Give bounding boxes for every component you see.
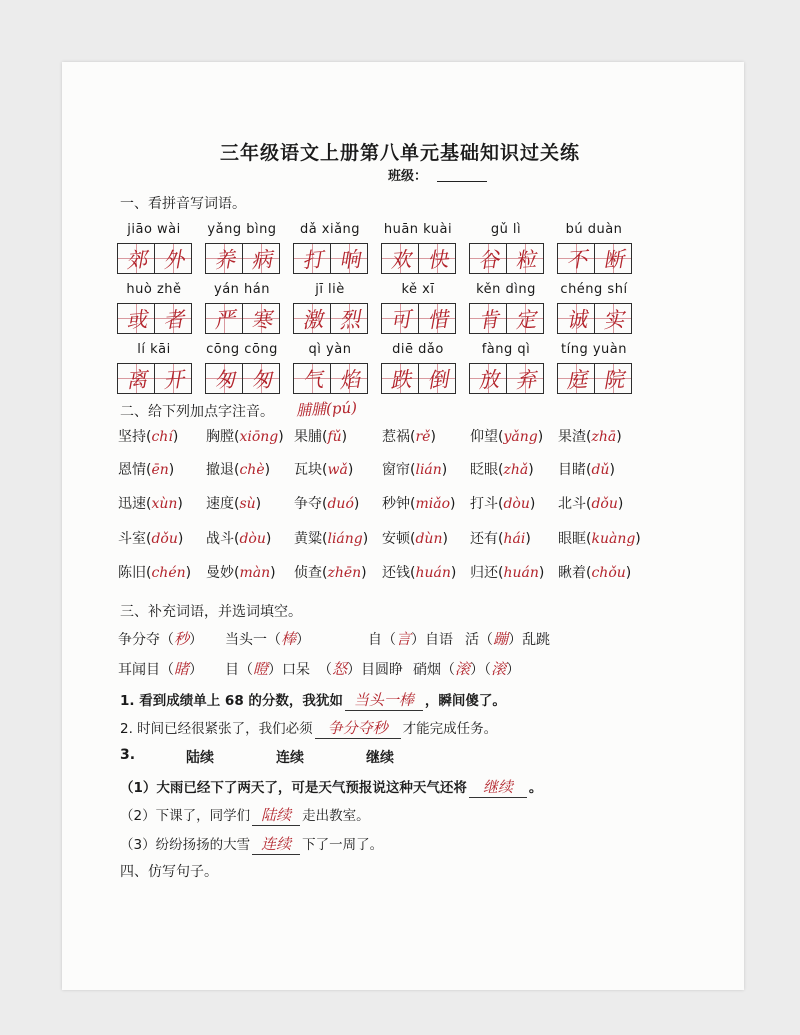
answer-blank: 连续	[252, 833, 300, 855]
tianzige-box	[418, 303, 456, 334]
zhuyin-item: 坚持(chí)	[118, 429, 179, 445]
zhuyin-word: 曼妙	[206, 565, 234, 581]
tianzige-box	[293, 363, 331, 394]
option-word: 继续	[366, 750, 394, 766]
handwritten-char: 打	[300, 246, 324, 273]
answer-blank: 当头一棒	[345, 689, 423, 711]
pinyin-word	[552, 222, 636, 274]
handwritten-answer: dòu	[239, 531, 266, 547]
section3-heading: 三、补充词语，并选词填空。	[120, 604, 302, 620]
zhuyin-item: 秒钟(miǎo)	[382, 496, 456, 512]
handwritten-answer: huán	[503, 565, 539, 581]
zhuyin-word: 秒钟	[382, 496, 410, 512]
handwritten-answer: 怒	[332, 660, 348, 678]
handwritten-char: 诚	[564, 306, 588, 333]
sentence-1: （1）大雨已经下了两天了，可是天气预报说这种天气还将 继续 。	[120, 778, 543, 796]
handwritten-char: 响	[337, 246, 361, 273]
pinyin-text: jiāo wài	[127, 222, 181, 237]
handwritten-answer: zhā	[591, 429, 617, 445]
handwritten-answer: kuàng	[591, 531, 636, 547]
zhuyin-item: 打斗(dòu)	[470, 496, 536, 512]
handwritten-answer: hái	[503, 531, 526, 547]
zhuyin-word: 撤退	[206, 462, 234, 478]
handwritten-char: 倒	[425, 366, 449, 393]
handwritten-char: 惜	[425, 306, 449, 333]
handwritten-answer: fǔ	[327, 429, 342, 445]
tianzige-box	[330, 303, 368, 334]
zhuyin-word: 果渣	[558, 429, 586, 445]
pinyin-word	[552, 342, 636, 394]
zhuyin-item: 瓦块(wǎ)	[294, 462, 354, 478]
tianzige-box	[557, 243, 595, 274]
zhuyin-word: 目睹	[558, 462, 586, 478]
zhuyin-item: 迅速(xùn)	[118, 496, 183, 512]
handwritten-answer: dǒu	[591, 496, 618, 512]
handwritten-char: 院	[601, 366, 625, 393]
pinyin-word	[200, 222, 284, 274]
handwritten-answer: zhēn	[327, 565, 362, 581]
pinyin-word	[376, 342, 460, 394]
zhuyin-word: 打斗	[470, 496, 498, 512]
pinyin-text: diē dǎo	[392, 342, 444, 357]
zhuyin-item: 恩情(ēn)	[118, 462, 175, 478]
zhuyin-word: 恩情	[118, 462, 146, 478]
tianzige-box	[242, 243, 280, 274]
handwritten-char: 匆	[212, 366, 236, 393]
zhuyin-item: 还有(hái)	[470, 531, 531, 547]
zhuyin-word: 眼眶	[558, 531, 586, 547]
pinyin-text: gǔ lì	[490, 222, 522, 237]
sentence-2: （2）下课了，同学们 陆续 走出教室。	[120, 806, 370, 824]
handwritten-answer: yǎng	[503, 429, 538, 445]
handwritten-char: 病	[249, 246, 273, 273]
tianzige-box	[117, 303, 155, 334]
pinyin-word	[376, 222, 460, 274]
handwritten-char: 或	[124, 306, 148, 333]
tianzige-boxes	[552, 243, 636, 274]
zhuyin-word: 果脯	[294, 429, 322, 445]
tianzige-box	[418, 243, 456, 274]
pinyin-text: cōng cōng	[206, 342, 278, 357]
zhuyin-item: 果脯(fǔ)	[294, 429, 348, 445]
handwritten-answer: xùn	[151, 496, 178, 512]
zhuyin-item: 曼妙(màn)	[206, 565, 276, 581]
handwritten-answer: chén	[151, 565, 186, 581]
zhuyin-row	[118, 459, 646, 479]
handwritten-char: 气	[300, 366, 324, 393]
handwritten-char: 弃	[513, 366, 537, 393]
handwritten-note: 脯脯(pú)	[295, 398, 358, 420]
tianzige-boxes	[288, 363, 372, 394]
section4-heading: 四、仿写句子。	[120, 864, 218, 880]
class-label: 班级：	[388, 169, 428, 184]
tianzige-box	[205, 363, 243, 394]
zhuyin-item: 北斗(dǒu)	[558, 496, 624, 512]
zhuyin-item: 窗帘(lián)	[382, 462, 448, 478]
tianzige-box	[418, 363, 456, 394]
tianzige-box	[293, 243, 331, 274]
zhuyin-item: 撤退(chè)	[206, 462, 271, 478]
zhuyin-word: 胸膛	[206, 429, 234, 445]
pinyin-word	[288, 282, 372, 334]
tianzige-box	[469, 363, 507, 394]
class-field	[388, 165, 487, 184]
zhuyin-item: 果渣(zhā)	[558, 429, 622, 445]
pinyin-word	[200, 342, 284, 394]
handwritten-answer: huán	[415, 565, 451, 581]
tianzige-box	[594, 363, 632, 394]
tianzige-box	[205, 303, 243, 334]
tianzige-box	[381, 363, 419, 394]
zhuyin-row	[118, 562, 646, 582]
zhuyin-row	[118, 426, 646, 446]
handwritten-char: 庭	[564, 366, 588, 393]
handwritten-char: 放	[476, 366, 500, 393]
handwritten-answer: sù	[239, 496, 256, 512]
tianzige-boxes	[200, 303, 284, 334]
handwritten-char: 定	[513, 306, 537, 333]
tianzige-box	[506, 303, 544, 334]
handwritten-answer: 瞪	[253, 660, 269, 678]
tianzige-box	[154, 363, 192, 394]
zhuyin-word: 侦查	[294, 565, 322, 581]
zhuyin-row	[118, 493, 646, 513]
zhuyin-item: 瞅着(chǒu)	[558, 565, 632, 581]
handwritten-char: 焰	[337, 366, 361, 393]
zhuyin-word: 还钱	[382, 565, 410, 581]
pinyin-text: chéng shí	[560, 282, 628, 297]
handwritten-char: 严	[212, 306, 236, 333]
tianzige-box	[594, 303, 632, 334]
pinyin-word	[552, 282, 636, 334]
zhuyin-word: 战斗	[206, 531, 234, 547]
zhuyin-word: 还有	[470, 531, 498, 547]
tianzige-box	[557, 363, 595, 394]
zhuyin-item: 侦查(zhēn)	[294, 565, 367, 581]
question-2: 2. 时间已经很紧张了，我们必须 争分夺秒 才能完成任务。	[120, 719, 498, 737]
class-blank	[437, 181, 487, 182]
handwritten-answer: rě	[415, 429, 431, 445]
zhuyin-word: 速度	[206, 496, 234, 512]
pinyin-text: yán hán	[214, 282, 270, 297]
pinyin-word	[464, 282, 548, 334]
handwritten-char: 养	[212, 246, 236, 273]
handwritten-answer: 秒	[174, 630, 190, 648]
zhuyin-word: 北斗	[558, 496, 586, 512]
pinyin-text: bú duàn	[565, 222, 623, 237]
tianzige-box	[330, 243, 368, 274]
tianzige-boxes	[552, 303, 636, 334]
zhuyin-item: 目睹(dǔ)	[558, 462, 615, 478]
pinyin-row	[112, 342, 636, 394]
tianzige-box	[205, 243, 243, 274]
page-title: 三年级语文上册第八单元基础知识过关练	[219, 142, 580, 164]
zhuyin-word: 迅速	[118, 496, 146, 512]
tianzige-boxes	[376, 363, 460, 394]
pinyin-row	[112, 222, 636, 274]
section2-heading: 二、给下列加点字注音。	[120, 404, 274, 420]
handwritten-answer: chè	[239, 462, 265, 478]
tianzige-box	[242, 303, 280, 334]
handwritten-answer: dǔ	[591, 462, 610, 478]
tianzige-box	[117, 363, 155, 394]
pinyin-text: lí kāi	[137, 342, 171, 357]
tianzige-boxes	[464, 303, 548, 334]
handwritten-char: 断	[601, 246, 625, 273]
zhuyin-item: 还钱(huán)	[382, 565, 457, 581]
tianzige-boxes	[288, 303, 372, 334]
zhuyin-word: 仰望	[470, 429, 498, 445]
option-word: 连续	[276, 750, 304, 766]
tianzige-box	[330, 363, 368, 394]
tianzige-boxes	[376, 243, 460, 274]
pinyin-row	[112, 282, 636, 334]
pinyin-text: jī liè	[315, 282, 345, 297]
handwritten-char: 匆	[249, 366, 273, 393]
zhuyin-word: 黄粱	[294, 531, 322, 547]
tianzige-boxes	[112, 243, 196, 274]
tianzige-boxes	[464, 363, 548, 394]
zhuyin-item: 黄粱(liáng)	[294, 531, 369, 547]
zhuyin-word: 眨眼	[470, 462, 498, 478]
zhuyin-item: 安顿(dùn)	[382, 531, 448, 547]
pinyin-word	[112, 282, 196, 334]
handwritten-char: 寒	[249, 306, 273, 333]
zhuyin-item: 归还(huán)	[470, 565, 545, 581]
handwritten-answer: chí	[151, 429, 173, 445]
idiom-row-2: 耳闻目（睹） 目（瞪）口呆 （怒）目圆睁 硝烟（滚）（滚）	[118, 660, 521, 678]
tianzige-box	[469, 243, 507, 274]
handwritten-answer: lián	[415, 462, 442, 478]
pinyin-text: kěn dìng	[476, 282, 536, 297]
zhuyin-item: 眼眶(kuàng)	[558, 531, 641, 547]
tianzige-box	[506, 243, 544, 274]
question-1: 1. 看到成绩单上 68 的分数，我犹如 当头一棒 ，瞬间傻了。	[120, 691, 506, 709]
tianzige-box	[594, 243, 632, 274]
handwritten-answer: liáng	[327, 531, 363, 547]
tianzige-box	[242, 363, 280, 394]
handwritten-answer: miǎo	[415, 496, 450, 512]
handwritten-char: 实	[601, 306, 625, 333]
handwritten-char: 可	[388, 306, 412, 333]
handwritten-char: 欢	[388, 246, 412, 273]
tianzige-box	[154, 303, 192, 334]
answer-blank: 继续	[469, 776, 527, 798]
tianzige-box	[557, 303, 595, 334]
answer-blank: 争分夺秒	[315, 717, 401, 739]
tianzige-box	[381, 243, 419, 274]
tianzige-boxes	[200, 243, 284, 274]
zhuyin-word: 瞅着	[558, 565, 586, 581]
pinyin-text: dǎ xiǎng	[299, 222, 361, 237]
pinyin-text: qì yàn	[308, 342, 352, 357]
zhuyin-item: 斗室(dǒu)	[118, 531, 184, 547]
handwritten-char: 开	[161, 366, 185, 393]
pinyin-word	[464, 342, 548, 394]
tianzige-boxes	[112, 303, 196, 334]
zhuyin-word: 归还	[470, 565, 498, 581]
zhuyin-word: 斗室	[118, 531, 146, 547]
zhuyin-item: 陈旧(chén)	[118, 565, 192, 581]
answer-blank: 陆续	[252, 804, 300, 826]
tianzige-box	[381, 303, 419, 334]
zhuyin-item: 眨眼(zhǎ)	[470, 462, 534, 478]
handwritten-answer: dùn	[415, 531, 443, 547]
tianzige-boxes	[552, 363, 636, 394]
tianzige-box	[506, 363, 544, 394]
handwritten-answer: duó	[327, 496, 354, 512]
pinyin-text: fàng qì	[481, 342, 531, 357]
handwritten-answer: zhǎ	[503, 462, 529, 478]
zhuyin-word: 争夺	[294, 496, 322, 512]
handwritten-answer: ēn	[151, 462, 169, 478]
pinyin-word	[200, 282, 284, 334]
zhuyin-row	[118, 528, 646, 548]
handwritten-char: 郊	[124, 246, 148, 273]
handwritten-char: 谷	[476, 246, 500, 273]
handwritten-char: 外	[161, 246, 185, 273]
tianzige-box	[117, 243, 155, 274]
handwritten-char: 激	[300, 306, 324, 333]
tianzige-boxes	[288, 243, 372, 274]
section1-heading: 一、看拼音写词语。	[120, 196, 246, 212]
handwritten-answer: 滚	[455, 660, 471, 678]
tianzige-boxes	[376, 303, 460, 334]
handwritten-answer: 棒	[281, 630, 297, 648]
zhuyin-word: 窗帘	[382, 462, 410, 478]
tianzige-boxes	[112, 363, 196, 394]
zhuyin-word: 瓦块	[294, 462, 322, 478]
zhuyin-item: 速度(sù)	[206, 496, 262, 512]
handwritten-answer: wǎ	[327, 462, 348, 478]
zhuyin-word: 安顿	[382, 531, 410, 547]
handwritten-answer: 滚	[491, 660, 507, 678]
zhuyin-item: 争夺(duó)	[294, 496, 360, 512]
handwritten-char: 离	[124, 366, 148, 393]
handwritten-answer: 睹	[174, 660, 190, 678]
option-word: 陆续	[186, 750, 214, 766]
zhuyin-item: 战斗(dòu)	[206, 531, 272, 547]
zhuyin-item: 惹祸(rě)	[382, 429, 436, 445]
pinyin-text: huò zhě	[126, 282, 182, 297]
pinyin-text: tíng yuàn	[561, 342, 627, 357]
handwritten-answer: dòu	[503, 496, 530, 512]
pinyin-word	[464, 222, 548, 274]
zhuyin-item: 胸膛(xiōng)	[206, 429, 284, 445]
zhuyin-word: 陈旧	[118, 565, 146, 581]
tianzige-box	[293, 303, 331, 334]
handwritten-char: 者	[161, 306, 185, 333]
pinyin-word	[288, 222, 372, 274]
handwritten-char: 粒	[513, 246, 537, 273]
pinyin-word	[288, 342, 372, 394]
handwritten-answer: 言	[396, 630, 412, 648]
pinyin-word	[376, 282, 460, 334]
tianzige-box	[469, 303, 507, 334]
pinyin-text: yǎng bìng	[207, 222, 277, 237]
handwritten-answer: chǒu	[591, 565, 626, 581]
handwritten-char: 不	[564, 246, 588, 273]
handwritten-char: 烈	[337, 306, 361, 333]
tianzige-boxes	[200, 363, 284, 394]
handwritten-answer: màn	[239, 565, 271, 581]
pinyin-text: huān kuài	[383, 222, 453, 237]
tianzige-boxes	[464, 243, 548, 274]
handwritten-answer: 蹦	[493, 630, 509, 648]
handwritten-char: 快	[425, 246, 449, 273]
idiom-row-1: 争分夺（秒） 当头一（棒） 自（言）自语 活（蹦）乱跳	[118, 630, 551, 648]
handwritten-char: 跌	[388, 366, 412, 393]
pinyin-word	[112, 222, 196, 274]
handwritten-char: 肯	[476, 306, 500, 333]
zhuyin-word: 惹祸	[382, 429, 410, 445]
handwritten-answer: dǒu	[151, 531, 178, 547]
pinyin-text: kě xī	[401, 282, 435, 297]
pinyin-word	[112, 342, 196, 394]
zhuyin-item: 仰望(yǎng)	[470, 429, 544, 445]
handwritten-answer: xiōng	[239, 429, 279, 445]
zhuyin-word: 坚持	[118, 429, 146, 445]
tianzige-box	[154, 243, 192, 274]
sentence-3: （3）纷纷扬扬的大雪 连续 下了一周了。	[120, 835, 384, 853]
